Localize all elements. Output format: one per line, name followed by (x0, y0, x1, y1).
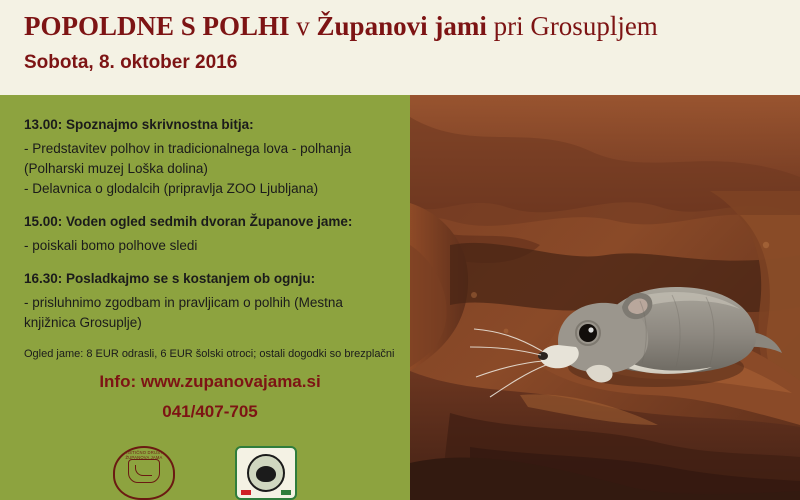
animal-head-shape (256, 466, 276, 482)
schedule-title: Spoznajmo skrivnostna bitja: (66, 117, 254, 132)
schedule-block (24, 115, 396, 199)
schedule-item: - poiskali bomo polhove sledi (24, 237, 198, 253)
title-part-connector: v (289, 11, 317, 41)
event-date: Sobota, 8. oktober 2016 (24, 52, 238, 74)
animal-head-icon (247, 454, 285, 492)
schedule-time: 16.30: (24, 271, 63, 287)
schedule-title: Voden ogled sedmih dvoran Županove jame: (66, 214, 353, 230)
schedule-panel (0, 95, 410, 500)
schedule-heading (24, 212, 396, 232)
info-website[interactable]: Info: www.zupanovajama.si (99, 371, 321, 391)
schedule-heading (24, 115, 396, 135)
schedule-block (24, 212, 396, 256)
schedule-title: Posladkajmo se s kostanjem ob ognju: (66, 271, 316, 287)
page-title (24, 10, 800, 42)
schedule-item: - Predstavitev polhov in tradicionalnega lova - polhanja (Polharski muzej Loška dolina) (24, 140, 352, 176)
dormouse-photo (410, 95, 800, 500)
schedule-heading (24, 269, 396, 289)
title-part-place: Županovi jami (316, 11, 487, 41)
zoo-ljubljana-logo (235, 446, 297, 500)
schedule-time: 15.00: (24, 214, 63, 230)
schedule-item: - prisluhnimo zgodbam in pravljicam o polhih (Mestna knjižnica Grosuplje) (24, 294, 343, 330)
schedule-time: 13.00: (24, 117, 63, 132)
turisticno-drustvo-zupanova-jama-logo (113, 446, 175, 500)
logo-ring-text: TURISTIČNO DRUŠTVO ŽUPANOVA JAMA (118, 450, 170, 460)
title-part-location: pri Grosupljem (486, 11, 658, 41)
poster-header (0, 0, 800, 95)
logo-row (0, 448, 410, 500)
logo-bar-red (241, 490, 251, 495)
price-note: Ogled jame: 8 EUR odrasli, 6 EUR šolski otroci; ostali dogodki so brezplačni (24, 348, 395, 361)
schedule-item: - Delavnica o glodalcih (pripravlja ZOO Ljubljana) (24, 181, 319, 197)
schedule-block (24, 269, 396, 333)
cave-icon (128, 459, 160, 483)
contact-phone: 041/407-705 (162, 401, 258, 421)
title-part-main: POPOLDNE S POLHI (24, 11, 290, 41)
logo-bar-green (281, 490, 291, 495)
